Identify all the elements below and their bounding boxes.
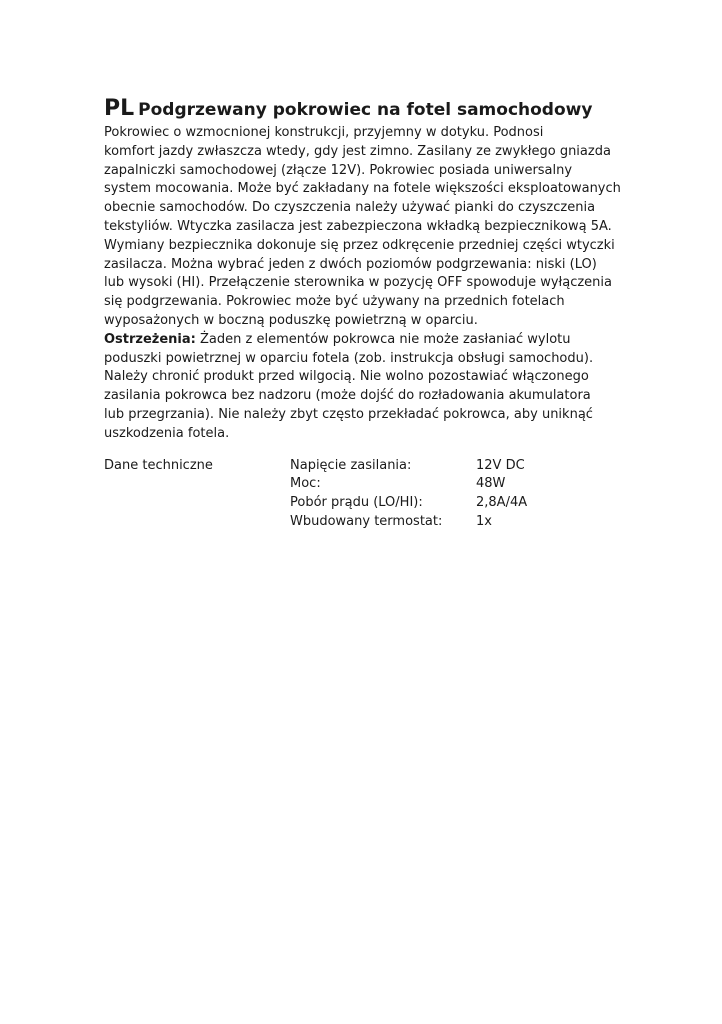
warning-line: zasilania pokrowca bez nadzoru (może dojść do rozładowania akumulatora <box>104 388 591 404</box>
warning-line: uszkodzenia fotela. <box>104 425 230 441</box>
description-line: komfort jazdy zwłaszcza wtedy, gdy jest zimno. Zasilany ze zwykłego gniazda <box>104 143 611 159</box>
language-code: PL <box>104 96 135 121</box>
description-line: Pokrowiec o wzmocnionej konstrukcji, przyjemny w dotyku. Podnosi <box>104 125 544 140</box>
description-line: się podgrzewania. Pokrowiec może być używany na przednich fotelach <box>104 294 565 310</box>
spec-value: 12V DC <box>476 457 525 473</box>
technical-specs <box>104 457 604 537</box>
warning-line: poduszki powietrznej w oparciu fotela (zob. instrukcja obsługi samochodu). <box>104 350 594 366</box>
spec-name: Napięcie zasilania: <box>290 457 412 473</box>
description-line: tekstyliów. Wtyczka zasilacza jest zabezpieczona wkładką bezpiecznikową 5A. <box>104 218 612 234</box>
description-line: lub wysoki (HI). Przełączenie sterownika w pozycję OFF spowoduje wyłączenia <box>104 275 612 291</box>
spec-value: 2,8A/4A <box>476 495 528 511</box>
warning-line: lub przegrzania). Nie należy zbyt często przekładać pokrowca, aby uniknąć <box>104 406 593 422</box>
warning-line: Należy chronić produkt przed wilgocią. Nie wolno pozostawiać włączonego <box>104 369 589 385</box>
spec-value: 1x <box>476 513 492 529</box>
page-title <box>104 90 604 124</box>
product-title: Podgrzewany pokrowiec na fotel samochodowy <box>138 100 593 120</box>
warning-text: Żaden z elementów pokrowca nie może zasłaniać wylotu <box>195 331 571 347</box>
description-line: wyposażonych w boczną poduszkę powietrzną w oparciu. <box>104 312 478 328</box>
specs-label: Dane techniczne <box>104 457 213 473</box>
warning-label: Ostrzeżenia: <box>104 331 196 347</box>
description-line: zasilacza. Można wybrać jeden z dwóch poziomów podgrzewania: niski (LO) <box>104 256 597 272</box>
warning-paragraph <box>104 331 604 444</box>
spec-name: Pobór prądu (LO/HI): <box>290 495 423 511</box>
description-line: system mocowania. Może być zakładany na fotele większości eksploatowanych <box>104 181 621 197</box>
description-line: obecnie samochodów. Do czyszczenia należy używać pianki do czyszczenia <box>104 200 596 216</box>
spec-name: Wbudowany termostat: <box>290 513 443 529</box>
description-paragraph <box>104 124 621 331</box>
description-line: zapalniczki samochodowej (złącze 12V). Pokrowiec posiada uniwersalny <box>104 162 573 178</box>
spec-name: Moc: <box>290 476 321 492</box>
warning-first-line <box>104 331 604 350</box>
description-line: Wymiany bezpiecznika dokonuje się przez odkręcenie przedniej części wtyczki <box>104 237 615 253</box>
spec-value: 48W <box>476 476 506 492</box>
document-page <box>104 90 621 537</box>
